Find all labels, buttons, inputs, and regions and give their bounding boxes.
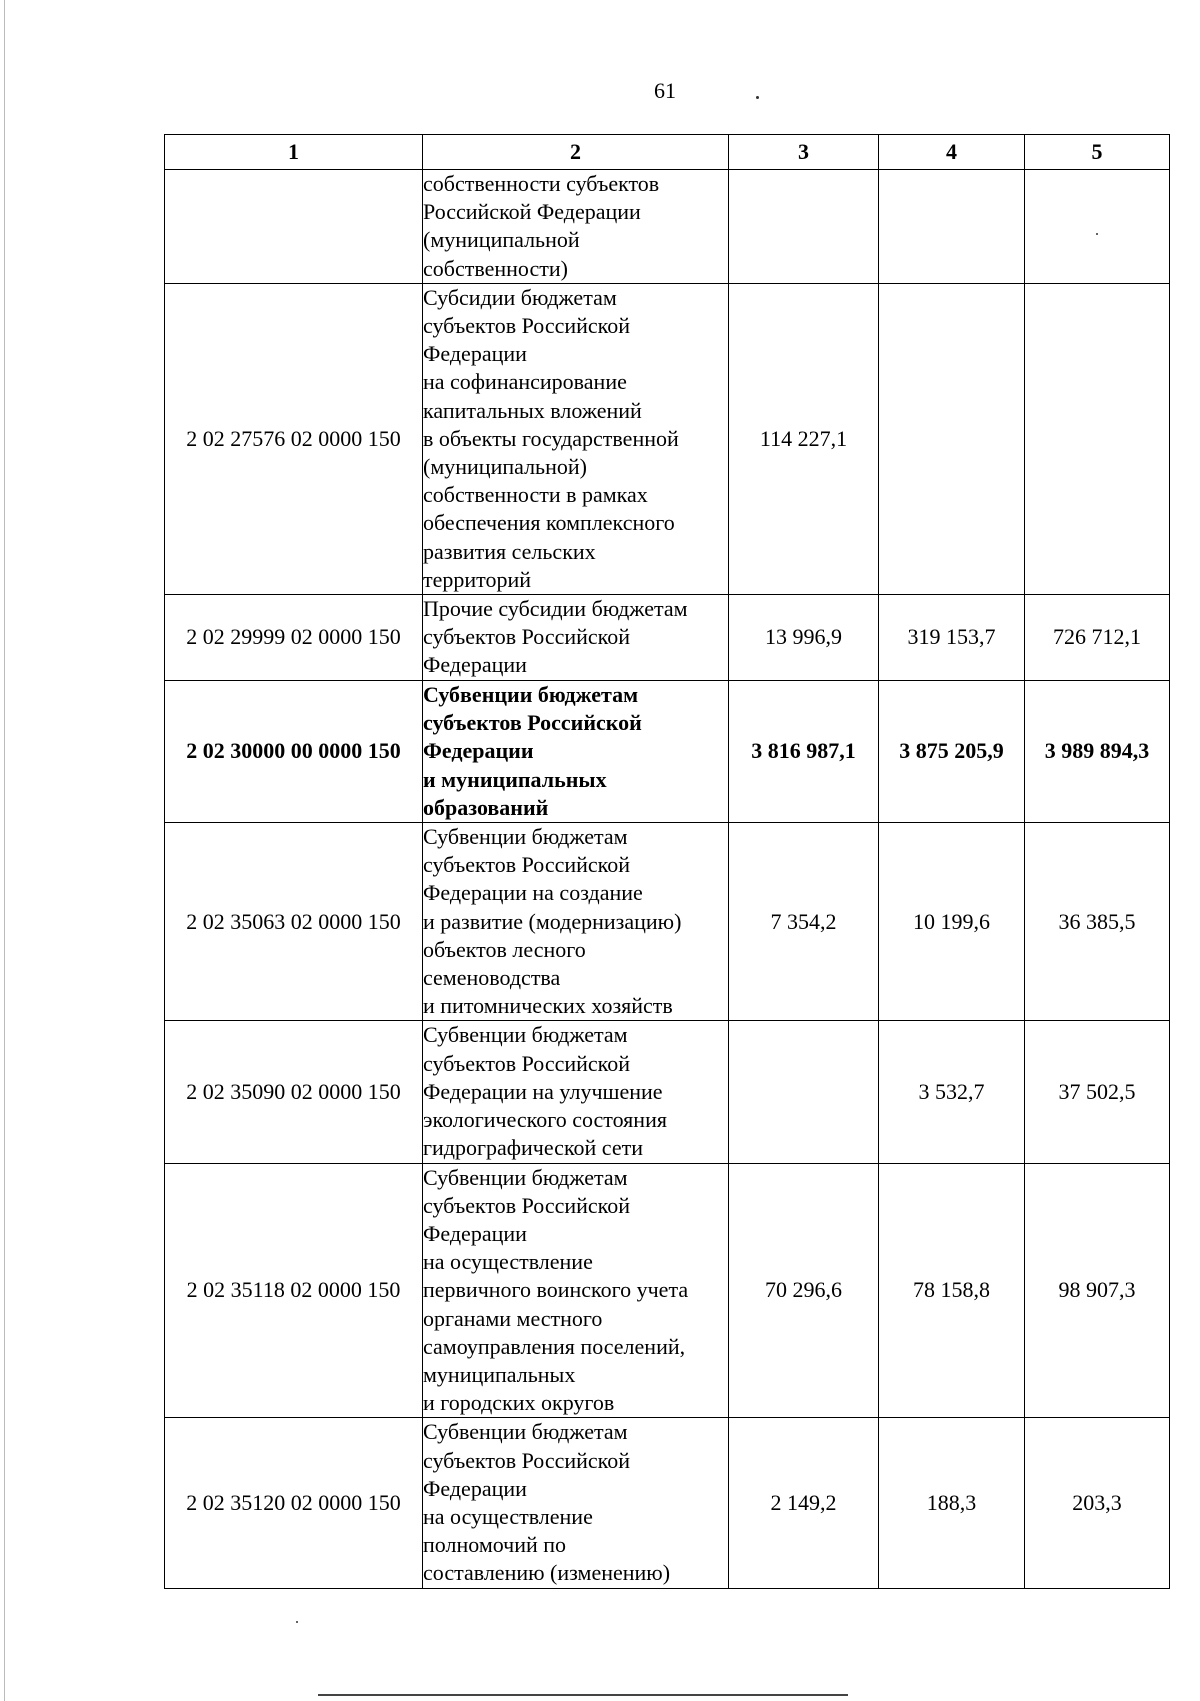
item-name: Субвенции бюджетам субъектов Российской Федерации на создание и развитие (модернизацию) объектов лесного семеноводства и питомнических хозяйств bbox=[423, 823, 729, 1021]
table-row bbox=[165, 170, 1170, 284]
value-col5: 203,3 bbox=[1025, 1418, 1170, 1588]
item-name: собственности субъектов Российской Федерации (муниципальной собственности) bbox=[423, 170, 729, 284]
value-col3: 13 996,9 bbox=[729, 595, 879, 681]
value-col4 bbox=[879, 283, 1025, 594]
value-col4: 78 158,8 bbox=[879, 1163, 1025, 1418]
item-name: Субсидии бюджетам субъектов Российской Федерации на софинансирование капитальных вложений в объекты государственной (муниципальной) собственности в рамках обеспечения комплексного развития сельских территорий bbox=[423, 283, 729, 594]
budget-code: 2 02 29999 02 0000 150 bbox=[165, 595, 423, 681]
value-col3: 2 149,2 bbox=[729, 1418, 879, 1588]
scan-artifact-line bbox=[318, 1694, 848, 1696]
value-col5 bbox=[1025, 283, 1170, 594]
budget-code: 2 02 35118 02 0000 150 bbox=[165, 1163, 423, 1418]
budget-code: 2 02 35090 02 0000 150 bbox=[165, 1021, 423, 1163]
item-name: Прочие субсидии бюджетам субъектов Российской Федерации bbox=[423, 595, 729, 681]
value-col3 bbox=[729, 170, 879, 284]
budget-code: 2 02 35120 02 0000 150 bbox=[165, 1418, 423, 1588]
value-col4: 10 199,6 bbox=[879, 823, 1025, 1021]
value-col5: 37 502,5 bbox=[1025, 1021, 1170, 1163]
item-name: Субвенции бюджетам субъектов Российской Федерации на осуществление полномочий по составлению (изменению) bbox=[423, 1418, 729, 1588]
value-col3: 114 227,1 bbox=[729, 283, 879, 594]
budget-code: 2 02 27576 02 0000 150 bbox=[165, 283, 423, 594]
value-col4: 188,3 bbox=[879, 1418, 1025, 1588]
table-row bbox=[165, 595, 1170, 681]
table-row bbox=[165, 681, 1170, 823]
page-number: 61 bbox=[654, 78, 676, 103]
budget-table bbox=[164, 134, 1170, 1589]
value-col4: 3 875 205,9 bbox=[879, 681, 1025, 823]
header-row bbox=[165, 135, 1170, 170]
value-col5: 98 907,3 bbox=[1025, 1163, 1170, 1418]
value-col3 bbox=[729, 1021, 879, 1163]
scan-edge bbox=[4, 0, 5, 1701]
value-col3: 7 354,2 bbox=[729, 823, 879, 1021]
value-col3: 3 816 987,1 bbox=[729, 681, 879, 823]
value-col5: 726 712,1 bbox=[1025, 595, 1170, 681]
value-col5 bbox=[1025, 170, 1170, 284]
value-col3: 70 296,6 bbox=[729, 1163, 879, 1418]
value-col5: 3 989 894,3 bbox=[1025, 681, 1170, 823]
column-header: 3 bbox=[729, 135, 879, 170]
column-header: 1 bbox=[165, 135, 423, 170]
budget-code bbox=[165, 170, 423, 284]
table-row bbox=[165, 823, 1170, 1021]
value-col4: 319 153,7 bbox=[879, 595, 1025, 681]
value-col5: 36 385,5 bbox=[1025, 823, 1170, 1021]
table-row bbox=[165, 1418, 1170, 1588]
column-header: 4 bbox=[879, 135, 1025, 170]
table-row bbox=[165, 1163, 1170, 1418]
column-header: 5 bbox=[1025, 135, 1170, 170]
budget-code: 2 02 30000 00 0000 150 bbox=[165, 681, 423, 823]
column-header: 2 bbox=[423, 135, 729, 170]
item-name: Субвенции бюджетам субъектов Российской Федерации на осуществление первичного воинского учета органами местного самоуправления поселений, муниципальных и городских округов bbox=[423, 1163, 729, 1418]
table-row bbox=[165, 283, 1170, 594]
budget-code: 2 02 35063 02 0000 150 bbox=[165, 823, 423, 1021]
value-col4 bbox=[879, 170, 1025, 284]
scan-speck bbox=[756, 96, 759, 99]
item-name: Субвенции бюджетам субъектов Российской Федерации на улучшение экологического состояния гидрографической сети bbox=[423, 1021, 729, 1163]
item-name: Субвенции бюджетам субъектов Российской Федерации и муниципальных образований bbox=[423, 681, 729, 823]
table-row bbox=[165, 1021, 1170, 1163]
value-col4: 3 532,7 bbox=[879, 1021, 1025, 1163]
scan-speck bbox=[296, 1621, 298, 1623]
